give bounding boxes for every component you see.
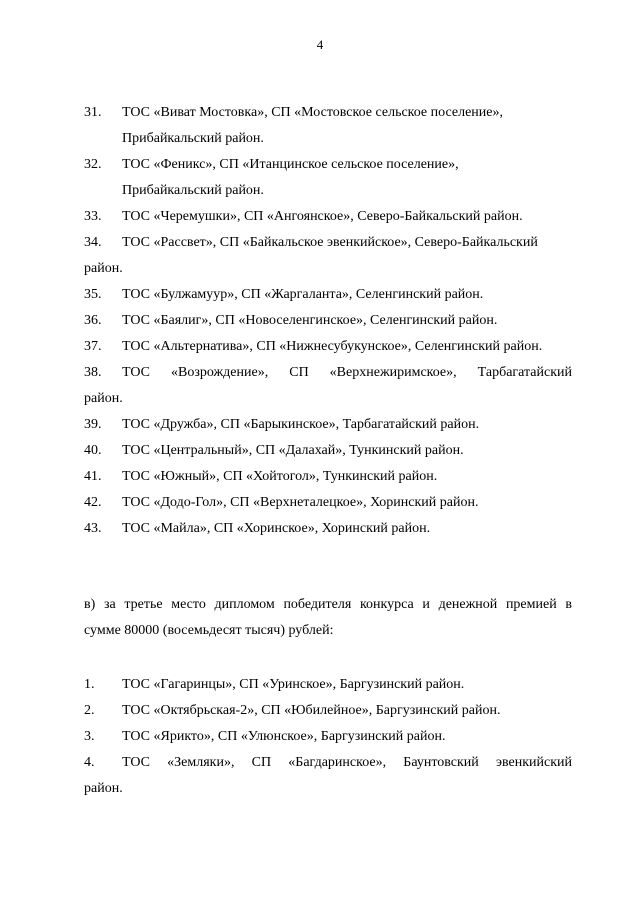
list-item-text: ТОС «Октябрьская-2», СП «Юбилейное», Баргузинский район.: [122, 703, 501, 718]
list-item-number: 41.: [84, 469, 102, 484]
list-item: [0, 364, 640, 382]
list-item-number: 37.: [84, 339, 102, 354]
list-item-continuation-text: район.: [84, 781, 123, 796]
list-item: [0, 754, 640, 772]
list-item-text: [84, 364, 572, 382]
list-item: [0, 442, 640, 460]
list-item-text: ТОС «Майла», СП «Хоринское», Хоринский район.: [122, 521, 431, 536]
list-item-text: ТОС «Виват Мостовка», СП «Мостовское сельское поселение»,: [122, 105, 503, 120]
list-item: [0, 208, 640, 226]
list-item-number: 40.: [84, 443, 102, 458]
list-item-text: ТОС «Гагаринцы», СП «Уринское», Баргузинский район.: [122, 677, 465, 692]
list-item-text: ТОС «Черемушки», СП «Ангоянское», Северо-Байкальский район.: [122, 209, 523, 224]
list-item: [0, 338, 640, 356]
list-item-number: 38.: [84, 365, 102, 380]
list-item-text: ТОС «Рассвет», СП «Байкальское эвенкийское», Северо-Байкальский: [122, 235, 538, 250]
list-item-continuation: [0, 260, 640, 278]
list-item-text: ТОС «Феникс», СП «Итанцинское сельское поселение»,: [122, 157, 459, 172]
list-item-number: 3.: [84, 729, 95, 744]
list-item-number: 4.: [84, 755, 95, 770]
list-item-continuation: [0, 390, 640, 408]
list-item-text: ТОС «Центральный», СП «Далахай», Тункинский район.: [122, 443, 464, 458]
paragraph-text-2: сумме 80000 (восемьдесят тысяч) рублей:: [84, 623, 334, 638]
list-item: [0, 520, 640, 538]
list-item-continuation: [0, 182, 640, 200]
list-item-number: 32.: [84, 157, 102, 172]
list-item: [0, 728, 640, 746]
list-item-text: [84, 754, 572, 772]
list-item-continuation: [0, 130, 640, 148]
list-item-number: 36.: [84, 313, 102, 328]
list-item: [0, 234, 640, 252]
list-item-text: ТОС «Баялиг», СП «Новоселенгинское», Селенгинский район.: [122, 313, 498, 328]
list-item-number: 31.: [84, 105, 102, 120]
list-item-text: ТОС «Додо-Гол», СП «Верхнеталецкое», Хоринский район.: [122, 495, 479, 510]
list-item-number: 2.: [84, 703, 95, 718]
list-item: [0, 416, 640, 434]
list-item: [0, 312, 640, 330]
list-item-text: ТОС «Ярикто», СП «Улюнское», Баргузинский район.: [122, 729, 446, 744]
list-item: [0, 702, 640, 720]
list-item: [0, 676, 640, 694]
list-item-text: ТОС «Дружба», СП «Барыкинское», Тарбагатайский район.: [122, 417, 480, 432]
list-item-number: 1.: [84, 677, 95, 692]
list-item-number: 35.: [84, 287, 102, 302]
list-item-text: ТОС «Альтернатива», СП «Нижнесубукунское», Селенгинский район.: [122, 339, 543, 354]
list-item-continuation-text: Прибайкальский район.: [122, 183, 264, 198]
list-item-number: 33.: [84, 209, 102, 224]
list-item-continuation: [0, 780, 640, 798]
list-item-continuation-text: Прибайкальский район.: [122, 131, 264, 146]
list-item-text: ТОС «Булжамуур», СП «Жаргаланта», Селенгинский район.: [122, 287, 484, 302]
list-item-number: 34.: [84, 235, 102, 250]
list-item: [0, 286, 640, 304]
list-item-number: 39.: [84, 417, 102, 432]
list-item: [0, 494, 640, 512]
list-item: [0, 468, 640, 486]
list-item: [0, 104, 640, 122]
list-item-text: ТОС «Возрождение», СП «Верхнежиримское», Тарбагатайский: [122, 365, 572, 380]
list-item-text: ТОС «Земляки», СП «Багдаринское», Баунтовский эвенкийский: [122, 755, 572, 770]
list-item-continuation-text: район.: [84, 391, 123, 406]
list-item-number: 43.: [84, 521, 102, 536]
list-item-number: 42.: [84, 495, 102, 510]
page-number: 4: [316, 37, 324, 52]
list-item-text: ТОС «Южный», СП «Хойтогол», Тункинский район.: [122, 469, 438, 484]
paragraph-text-1: в) за третье место дипломом победителя конкурса и денежной премией в: [84, 597, 572, 612]
list-item: [0, 156, 640, 174]
list-item-continuation-text: район.: [84, 261, 123, 276]
